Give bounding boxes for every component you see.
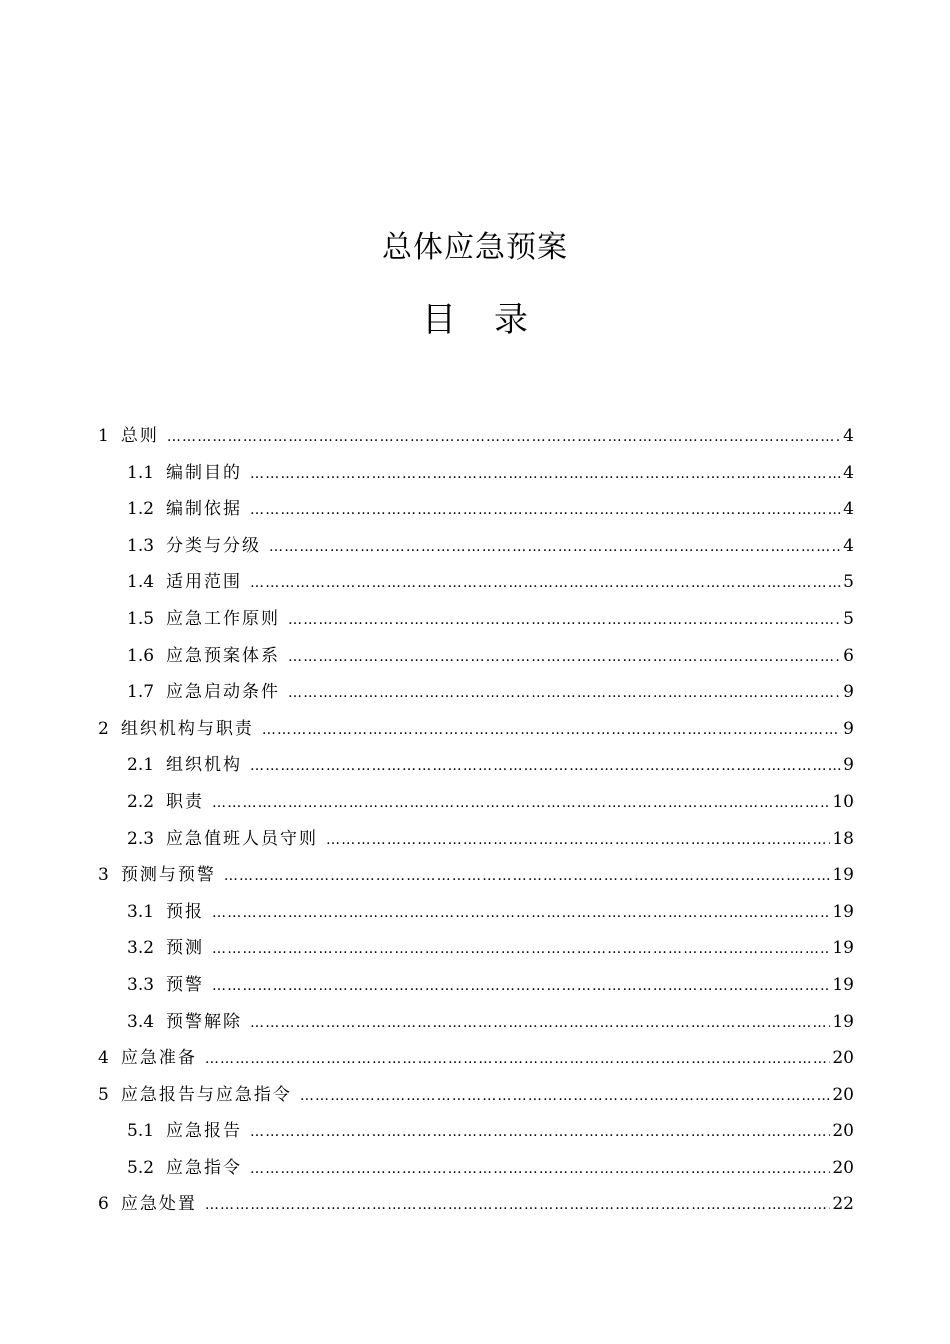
toc-dot-leader bbox=[224, 868, 831, 884]
toc-dot-leader bbox=[288, 649, 841, 665]
toc-entry-number: 3 bbox=[98, 865, 109, 886]
toc-entry-number: 1.2 bbox=[127, 499, 155, 520]
toc-entry-page: 4 bbox=[843, 462, 854, 483]
toc-entry-number: 3.4 bbox=[127, 1011, 155, 1032]
toc-entry-page: 18 bbox=[832, 828, 854, 849]
toc-entry-number: 2.3 bbox=[127, 828, 155, 849]
toc-entry-page: 19 bbox=[832, 974, 854, 995]
toc-entry-page: 19 bbox=[832, 1011, 854, 1032]
toc-entry[interactable] bbox=[98, 604, 854, 641]
toc-entry-page: 20 bbox=[832, 1121, 854, 1142]
toc-entry-label: 分类与分级 bbox=[166, 535, 262, 556]
toc-entry-number: 3.3 bbox=[127, 974, 155, 995]
toc-entry-number: 1.7 bbox=[127, 682, 155, 703]
toc-entry[interactable] bbox=[98, 531, 854, 568]
toc-entry-page: 22 bbox=[832, 1194, 854, 1215]
toc-entry[interactable] bbox=[98, 1153, 854, 1190]
toc-entry-label: 应急值班人员守则 bbox=[166, 828, 319, 849]
toc-entry[interactable] bbox=[98, 787, 854, 824]
toc-heading-left: 目 bbox=[422, 300, 456, 340]
toc-entry-label: 编制目的 bbox=[166, 462, 243, 483]
toc-entry-label: 预测 bbox=[166, 938, 205, 959]
toc-entry-page: 19 bbox=[832, 938, 854, 959]
toc-entry-label: 预警解除 bbox=[166, 1011, 243, 1032]
toc-dot-leader bbox=[269, 539, 841, 555]
toc-entry-page: 5 bbox=[843, 572, 854, 593]
toc-entry-page: 19 bbox=[832, 901, 854, 922]
toc-entry-page: 9 bbox=[843, 682, 854, 703]
toc-entry-page: 10 bbox=[832, 791, 854, 812]
toc-entry-label: 适用范围 bbox=[166, 572, 243, 593]
toc-entry-number: 1.6 bbox=[127, 645, 155, 666]
toc-entry-page: 19 bbox=[832, 865, 854, 886]
toc-entry-label: 组织机构与职责 bbox=[120, 718, 254, 739]
toc-entry[interactable] bbox=[98, 933, 854, 970]
toc-dot-leader bbox=[212, 905, 830, 921]
toc-dot-leader bbox=[212, 978, 830, 994]
toc-entry[interactable] bbox=[98, 1189, 854, 1226]
toc-entry-page: 5 bbox=[843, 608, 854, 629]
toc-entry-page: 20 bbox=[832, 1084, 854, 1105]
toc-entry[interactable] bbox=[98, 860, 854, 897]
toc-entry-label: 应急报告与应急指令 bbox=[120, 1084, 292, 1105]
toc-dot-leader bbox=[250, 758, 841, 774]
toc-entry[interactable] bbox=[98, 421, 854, 458]
toc-entry[interactable] bbox=[98, 1043, 854, 1080]
toc-entry-label: 应急启动条件 bbox=[166, 682, 281, 703]
toc-heading-right: 录 bbox=[494, 300, 528, 340]
toc-entry-label: 总则 bbox=[120, 426, 159, 446]
toc-entry[interactable] bbox=[98, 1116, 854, 1153]
toc-dot-leader bbox=[300, 1088, 831, 1104]
toc-entry[interactable] bbox=[98, 458, 854, 495]
toc-entry-number: 1.3 bbox=[127, 535, 155, 556]
toc-entry[interactable] bbox=[98, 677, 854, 714]
toc-dot-leader bbox=[288, 685, 841, 701]
toc-entry-number: 1.5 bbox=[127, 608, 155, 629]
toc-entry-number: 5.1 bbox=[127, 1121, 155, 1142]
toc-entry-number: 3.2 bbox=[127, 938, 155, 959]
toc-dot-leader bbox=[250, 575, 841, 591]
toc-dot-leader bbox=[250, 1161, 830, 1177]
toc-dot-leader bbox=[212, 941, 830, 957]
toc-entry[interactable] bbox=[98, 1080, 854, 1117]
toc-dot-leader bbox=[288, 612, 841, 628]
toc-entry[interactable] bbox=[98, 824, 854, 861]
toc-entry-number: 1.4 bbox=[127, 572, 155, 593]
toc-entry-page: 20 bbox=[832, 1048, 854, 1069]
document-title: 总体应急预案 bbox=[382, 230, 568, 265]
toc-entry[interactable] bbox=[98, 641, 854, 678]
toc-entry-page: 4 bbox=[843, 426, 854, 446]
toc-dot-leader bbox=[205, 1051, 831, 1067]
toc-entry-label: 应急准备 bbox=[120, 1048, 197, 1069]
toc-dot-leader bbox=[250, 1015, 830, 1031]
toc-entry-page: 4 bbox=[843, 535, 854, 556]
toc-entry-number: 3.1 bbox=[127, 901, 155, 922]
toc-entry-label: 编制依据 bbox=[166, 499, 243, 520]
toc-entry-page: 9 bbox=[843, 718, 854, 739]
toc-entry-label: 职责 bbox=[166, 791, 205, 812]
toc-entry-number: 5.2 bbox=[127, 1157, 155, 1178]
toc-entry-page: 20 bbox=[832, 1157, 854, 1178]
toc-entry-label: 预警 bbox=[166, 974, 205, 995]
toc-entry-label: 应急工作原则 bbox=[166, 608, 281, 629]
toc-entry[interactable] bbox=[98, 750, 854, 787]
toc-entry-number: 4 bbox=[98, 1048, 109, 1069]
toc-entry-label: 预报 bbox=[166, 901, 205, 922]
toc-entry-number: 1.1 bbox=[127, 462, 155, 483]
toc-dot-leader bbox=[167, 429, 841, 445]
toc-entry-page: 4 bbox=[843, 499, 854, 520]
toc-heading bbox=[0, 292, 950, 341]
toc-entry-number: 6 bbox=[98, 1194, 109, 1215]
toc-entry-number: 2.1 bbox=[127, 755, 155, 776]
toc-entry-number: 1 bbox=[98, 426, 109, 446]
table-of-contents bbox=[98, 421, 854, 1226]
toc-entry-number: 2.2 bbox=[127, 791, 155, 812]
toc-entry[interactable] bbox=[98, 567, 854, 604]
toc-entry-number: 5 bbox=[98, 1084, 109, 1105]
toc-dot-leader bbox=[212, 795, 830, 811]
toc-entry-label: 应急处置 bbox=[120, 1194, 197, 1215]
toc-dot-leader bbox=[326, 832, 830, 848]
toc-entry-label: 应急报告 bbox=[166, 1121, 243, 1142]
toc-dot-leader bbox=[250, 502, 841, 518]
toc-dot-leader bbox=[205, 1197, 831, 1213]
toc-entry[interactable] bbox=[98, 970, 854, 1007]
toc-entry-label: 预测与预警 bbox=[120, 865, 216, 886]
toc-entry[interactable] bbox=[98, 897, 854, 934]
toc-entry[interactable] bbox=[98, 494, 854, 531]
toc-entry-page: 9 bbox=[843, 755, 854, 776]
toc-dot-leader bbox=[250, 1124, 830, 1140]
toc-entry[interactable] bbox=[98, 714, 854, 751]
toc-entry[interactable] bbox=[98, 1007, 854, 1044]
toc-entry-number: 2 bbox=[98, 718, 109, 739]
toc-entry-label: 组织机构 bbox=[166, 755, 243, 776]
toc-dot-leader bbox=[250, 466, 841, 482]
toc-dot-leader bbox=[262, 722, 841, 738]
toc-entry-label: 应急指令 bbox=[166, 1157, 243, 1178]
toc-entry-page: 6 bbox=[843, 645, 854, 666]
toc-entry-label: 应急预案体系 bbox=[166, 645, 281, 666]
